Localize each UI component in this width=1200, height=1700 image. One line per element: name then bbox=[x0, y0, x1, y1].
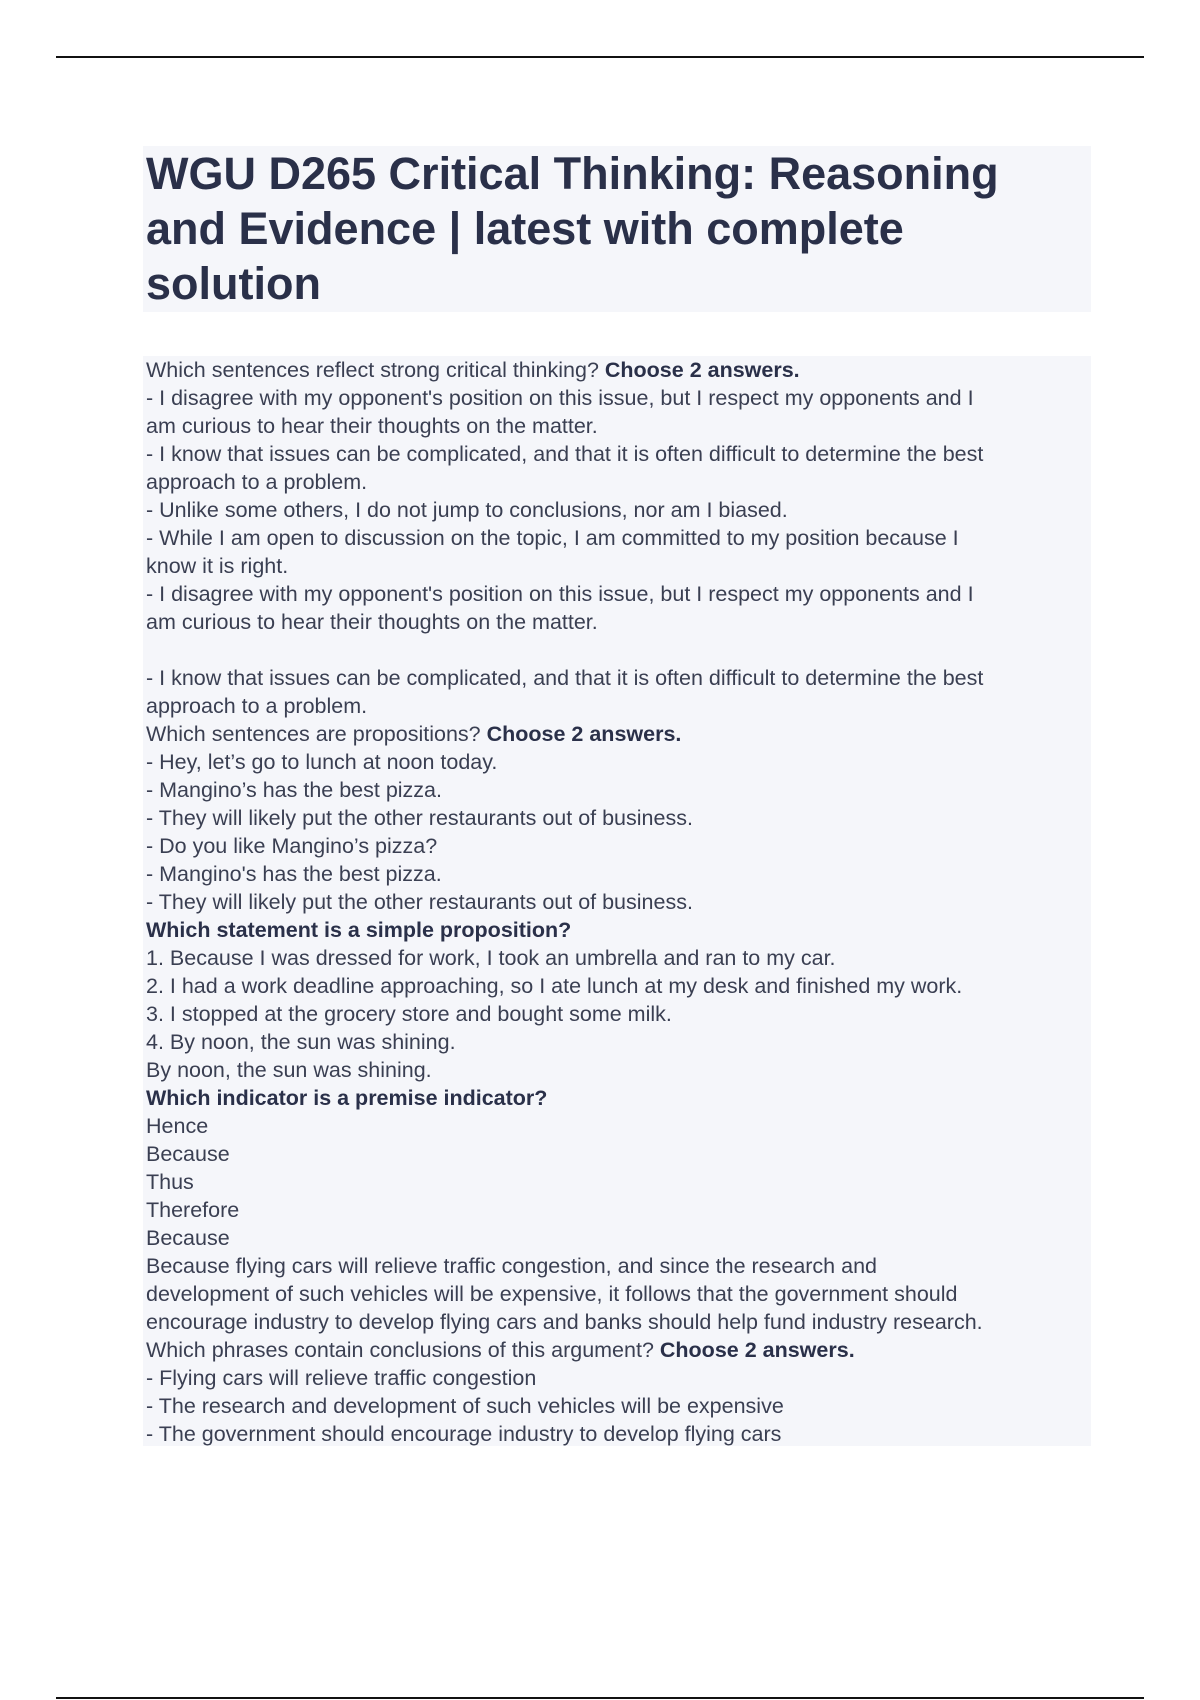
answer-option: - I know that issues can be complicated, and that it is often difficult to determine the best bbox=[146, 442, 984, 466]
question-prompt: Which sentences reflect strong critical thinking? Choose 2 answers. bbox=[146, 358, 800, 382]
answer-option: am curious to hear their thoughts on the matter. bbox=[146, 414, 598, 438]
answer-option: - They will likely put the other restaurants out of business. bbox=[146, 890, 693, 914]
answer-option: - They will likely put the other restaurants out of business. bbox=[146, 806, 693, 830]
choose-instruction: Choose 2 answers. bbox=[604, 358, 800, 382]
answer-option: - Hey, let’s go to lunch at noon today. bbox=[146, 750, 498, 774]
question-prompt: Which phrases contain conclusions of this argument? Choose 2 answers. bbox=[146, 1338, 855, 1362]
argument-passage: Because flying cars will relieve traffic congestion, and since the research and bbox=[146, 1254, 877, 1278]
answer-option: Because bbox=[146, 1142, 230, 1166]
answer-option: know it is right. bbox=[146, 554, 289, 578]
answer-option: am curious to hear their thoughts on the matter. bbox=[146, 610, 598, 634]
bottom-rule bbox=[56, 1697, 1144, 1699]
answer-option: Thus bbox=[146, 1170, 194, 1194]
title-line: solution bbox=[146, 258, 321, 309]
answer-option: 2. I had a work deadline approaching, so I ate lunch at my desk and finished my work. bbox=[146, 974, 963, 998]
answer-option: - Flying cars will relieve traffic congestion bbox=[146, 1366, 537, 1390]
answer-option: - While I am open to discussion on the topic, I am committed to my position because I bbox=[146, 526, 959, 550]
answer-option: 4. By noon, the sun was shining. bbox=[146, 1030, 456, 1054]
title-block bbox=[143, 146, 1091, 312]
answer-option: - I disagree with my opponent's position on this issue, but I respect my opponents and I bbox=[146, 582, 974, 606]
answer-option: - The research and development of such vehicles will be expensive bbox=[146, 1394, 784, 1418]
choose-instruction: Choose 2 answers. bbox=[486, 722, 682, 746]
spacer bbox=[146, 636, 1091, 664]
question-prompt: Which sentences are propositions? Choose 2 answers. bbox=[146, 722, 682, 746]
argument-passage: development of such vehicles will be expensive, it follows that the government should bbox=[146, 1282, 958, 1306]
question-prompt: Which indicator is a premise indicator? bbox=[146, 1086, 548, 1110]
answer-option: - The government should encourage industry to develop flying cars bbox=[146, 1422, 782, 1446]
title-line: and Evidence | latest with complete bbox=[146, 203, 904, 254]
answer-option: - Do you like Mangino’s pizza? bbox=[146, 834, 438, 858]
answer-option: 1. Because I was dressed for work, I took an umbrella and ran to my car. bbox=[146, 946, 836, 970]
answer-option: approach to a problem. bbox=[146, 470, 368, 494]
answer-option: - Mangino’s has the best pizza. bbox=[146, 778, 442, 802]
answer-option: By noon, the sun was shining. bbox=[146, 1058, 432, 1082]
answer-option: Hence bbox=[146, 1114, 209, 1138]
title-line: WGU D265 Critical Thinking: Reasoning bbox=[146, 148, 999, 199]
answer-option: - I know that issues can be complicated, and that it is often difficult to determine the best bbox=[146, 666, 984, 690]
choose-instruction: Choose 2 answers. bbox=[659, 1338, 855, 1362]
answer-option: Therefore bbox=[146, 1198, 240, 1222]
answer-option: - I disagree with my opponent's position on this issue, but I respect my opponents and I bbox=[146, 386, 974, 410]
answer-option: - Unlike some others, I do not jump to conclusions, nor am I biased. bbox=[146, 498, 788, 522]
argument-passage: encourage industry to develop flying cars and banks should help fund industry research. bbox=[146, 1310, 983, 1334]
question-prompt: Which statement is a simple proposition? bbox=[146, 918, 572, 942]
answer-option: approach to a problem. bbox=[146, 694, 368, 718]
answer-option: Because bbox=[146, 1226, 230, 1250]
document-title bbox=[143, 146, 1091, 311]
answer-option: 3. I stopped at the grocery store and bought some milk. bbox=[146, 1002, 672, 1026]
top-rule bbox=[56, 56, 1144, 58]
content-block bbox=[143, 356, 1091, 1446]
answer-option: - Mangino's has the best pizza. bbox=[146, 862, 442, 886]
